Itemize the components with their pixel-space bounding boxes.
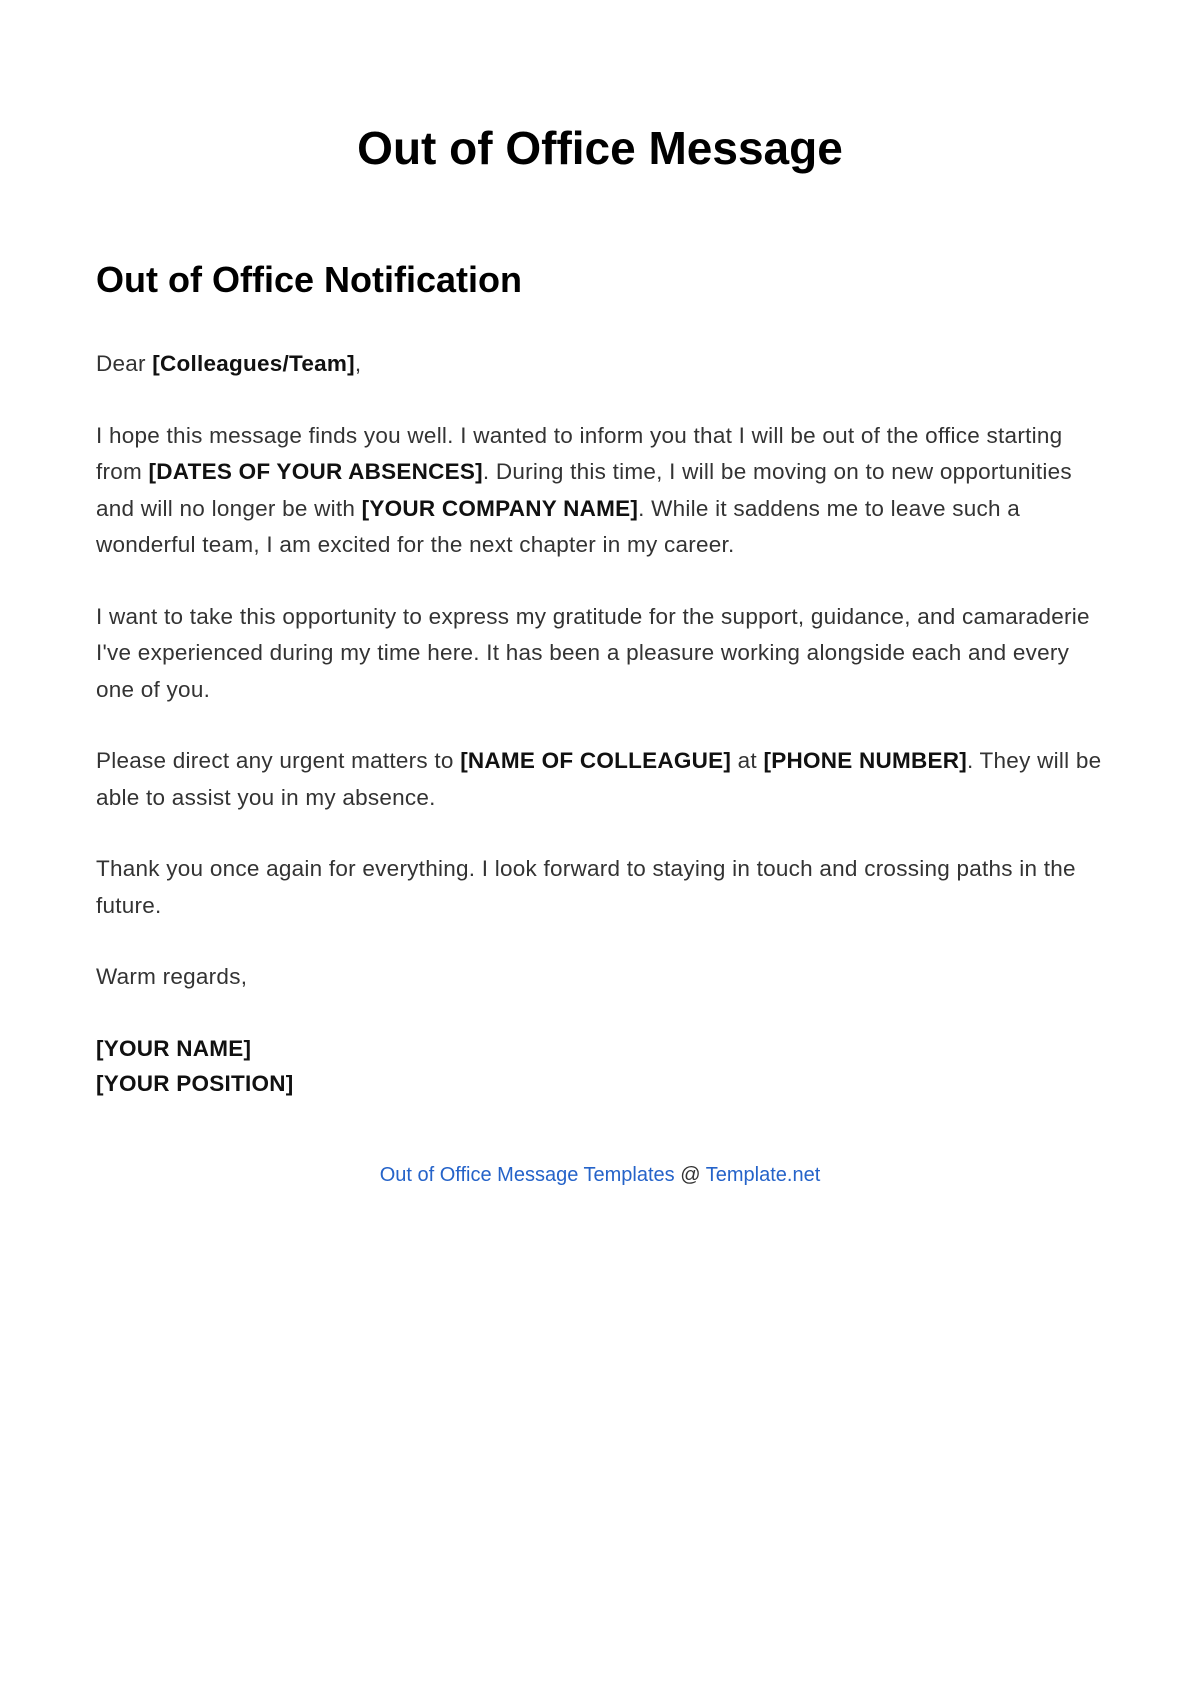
paragraph-intro-text-2: . During this time, I will be moving on to new opportunities and will no longer be with	[96, 459, 1072, 521]
paragraph-contact-text-1: Please direct any urgent matters to	[96, 748, 461, 773]
signature-name: [YOUR NAME]	[96, 1035, 252, 1061]
company-name-placeholder: [YOUR COMPANY NAME]	[361, 495, 639, 521]
letter-body	[96, 256, 1106, 1101]
templates-link[interactable]: Out of Office Message Templates	[379, 1164, 675, 1186]
paragraph-intro-text-3: . While it saddens me to leave such a wonderful team, I am excited for the next chapter in my career.	[96, 495, 1021, 557]
paragraph-intro	[96, 418, 1106, 564]
paragraph-contact-text-2: at	[731, 748, 764, 773]
footer-separator: @	[674, 1164, 706, 1186]
paragraph-gratitude: I want to take this opportunity to express my gratitude for the support, guidance, and camaraderie I've experienced during my time here. It has been a pleasure working alongside each and every one of you.	[96, 603, 1090, 702]
paragraph-intro-text-1: I hope this message finds you well. I wanted to inform you that I will be out of the office starting from	[96, 422, 1063, 484]
paragraph-thanks: Thank you once again for everything. I look forward to staying in touch and crossing paths in the future.	[96, 856, 1076, 918]
paragraph-contact	[96, 743, 1106, 816]
section-heading: Out of Office Notification	[96, 259, 522, 300]
dates-placeholder: [DATES OF YOUR ABSENCES]	[148, 459, 483, 484]
template-net-link[interactable]: Template.net	[705, 1164, 821, 1186]
document-title: Out of Office Message	[357, 122, 843, 174]
paragraph-contact-text-3: . They will be able to assist you in my absence.	[96, 748, 1102, 810]
phone-number-placeholder: [PHONE NUMBER]	[763, 748, 967, 773]
closing: Warm regards,	[96, 964, 248, 989]
salutation	[96, 346, 1106, 383]
footer-attribution	[0, 1160, 1200, 1190]
signature-block	[96, 1031, 1106, 1101]
salutation-prefix: Dear	[96, 351, 153, 376]
recipient-placeholder: [Colleagues/Team]	[152, 351, 355, 376]
signature-position: [YOUR POSITION]	[96, 1070, 294, 1096]
salutation-suffix: ,	[354, 351, 362, 376]
colleague-name-placeholder: [NAME OF COLLEAGUE]	[460, 748, 732, 773]
